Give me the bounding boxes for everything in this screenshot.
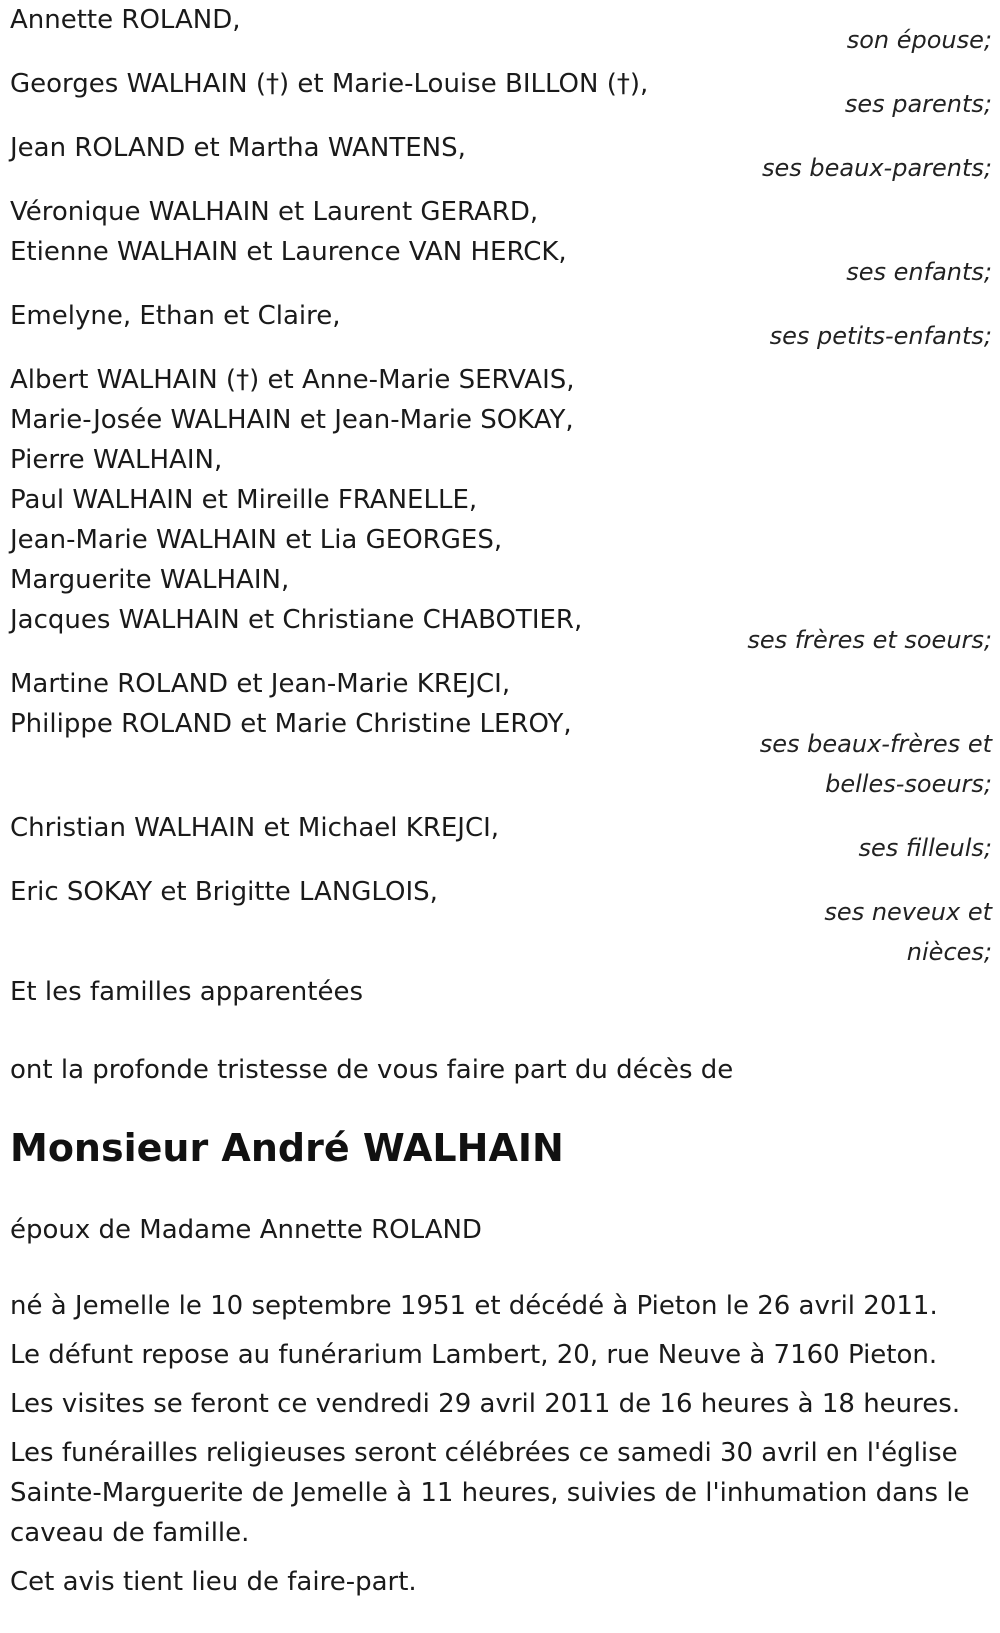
- family-name-line: Marie-Josée WALHAIN et Jean-Marie SOKAY,: [10, 405, 574, 435]
- visits-line: Les visites se feront ce vendredi 29 avril 2011 de 16 heures à 18 heures.: [10, 1389, 961, 1419]
- family-name-line: Emelyne, Ethan et Claire,: [10, 301, 341, 331]
- family-name-line: Philippe ROLAND et Marie Christine LEROY,: [10, 709, 572, 739]
- family-name-line: Jacques WALHAIN et Christiane CHABOTIER,: [10, 605, 583, 635]
- family-name-line: Eric SOKAY et Brigitte LANGLOIS,: [10, 877, 438, 907]
- family-name-line: Albert WALHAIN (†) et Anne-Marie SERVAIS,: [10, 365, 575, 395]
- family-name-line: Paul WALHAIN et Mireille FRANELLE,: [10, 485, 478, 515]
- family-role: ses parents;: [844, 90, 992, 118]
- family-name-line: Jean ROLAND et Martha WANTENS,: [10, 133, 466, 163]
- family-name-line: Martine ROLAND et Jean-Marie KREJCI,: [10, 669, 511, 699]
- family-name-line: Pierre WALHAIN,: [10, 445, 223, 475]
- family-group-siblings: [10, 356, 992, 660]
- family-name-line: Etienne WALHAIN et Laurence VAN HERCK,: [10, 237, 567, 267]
- obituary-notice: [10, 0, 992, 1611]
- funeral-home-line: Le défunt repose au funérarium Lambert, 20, rue Neuve à 7160 Pieton.: [10, 1340, 938, 1370]
- family-name-line: Georges WALHAIN (†) et Marie-Louise BILLON (†),: [10, 69, 649, 99]
- family-role: ses enfants;: [846, 258, 992, 286]
- family-role: son épouse;: [846, 26, 992, 54]
- family-group-parents-in-law: [10, 124, 992, 188]
- family-role-line: belles-soeurs;: [825, 770, 992, 798]
- closing-family-line: Et les familles apparentées: [10, 977, 364, 1007]
- family-name-line: Marguerite WALHAIN,: [10, 565, 290, 595]
- deceased-name: Monsieur André WALHAIN: [10, 1126, 564, 1170]
- details-section: [10, 1286, 992, 1602]
- family-name-line: Jean-Marie WALHAIN et Lia GEORGES,: [10, 525, 503, 555]
- announcement-line: ont la profonde tristesse de vous faire part du décès de: [10, 1055, 734, 1085]
- spouse-line: époux de Madame Annette ROLAND: [10, 1215, 482, 1245]
- family-name-line: Annette ROLAND,: [10, 5, 241, 35]
- funeral-service-line: Les funérailles religieuses seront célébrées ce samedi 30 avril en l'église Sainte-Marguerite de Jemelle à 11 heures, suivies de l'inhumation dans le caveau de famille.: [10, 1438, 970, 1548]
- family-role: ses filleuls;: [858, 834, 992, 862]
- family-group-spouse: [10, 0, 992, 60]
- family-role: ses petits-enfants;: [769, 322, 992, 350]
- family-role-line: ses neveux et: [824, 898, 992, 926]
- family-group-godchildren: [10, 804, 992, 868]
- family-group-nephews-nieces: [10, 868, 992, 972]
- family-names: [10, 356, 992, 640]
- family-role-line: ses beaux-frères et: [759, 730, 992, 758]
- family-name-line: Véronique WALHAIN et Laurent GERARD,: [10, 197, 539, 227]
- birth-death-line: né à Jemelle le 10 septembre 1951 et décédé à Pieton le 26 avril 2011.: [10, 1291, 938, 1321]
- family-group-siblings-in-law: [10, 660, 992, 804]
- family-role: ses frères et soeurs;: [747, 626, 992, 654]
- family-role: ses beaux-parents;: [762, 154, 992, 182]
- family-group-parents: [10, 60, 992, 124]
- family-group-grandchildren: [10, 292, 992, 356]
- family-role-line: nièces;: [906, 938, 992, 966]
- family-group-children: [10, 188, 992, 292]
- family-name-line: Christian WALHAIN et Michael KREJCI,: [10, 813, 500, 843]
- notice-line: Cet avis tient lieu de faire-part.: [10, 1567, 417, 1597]
